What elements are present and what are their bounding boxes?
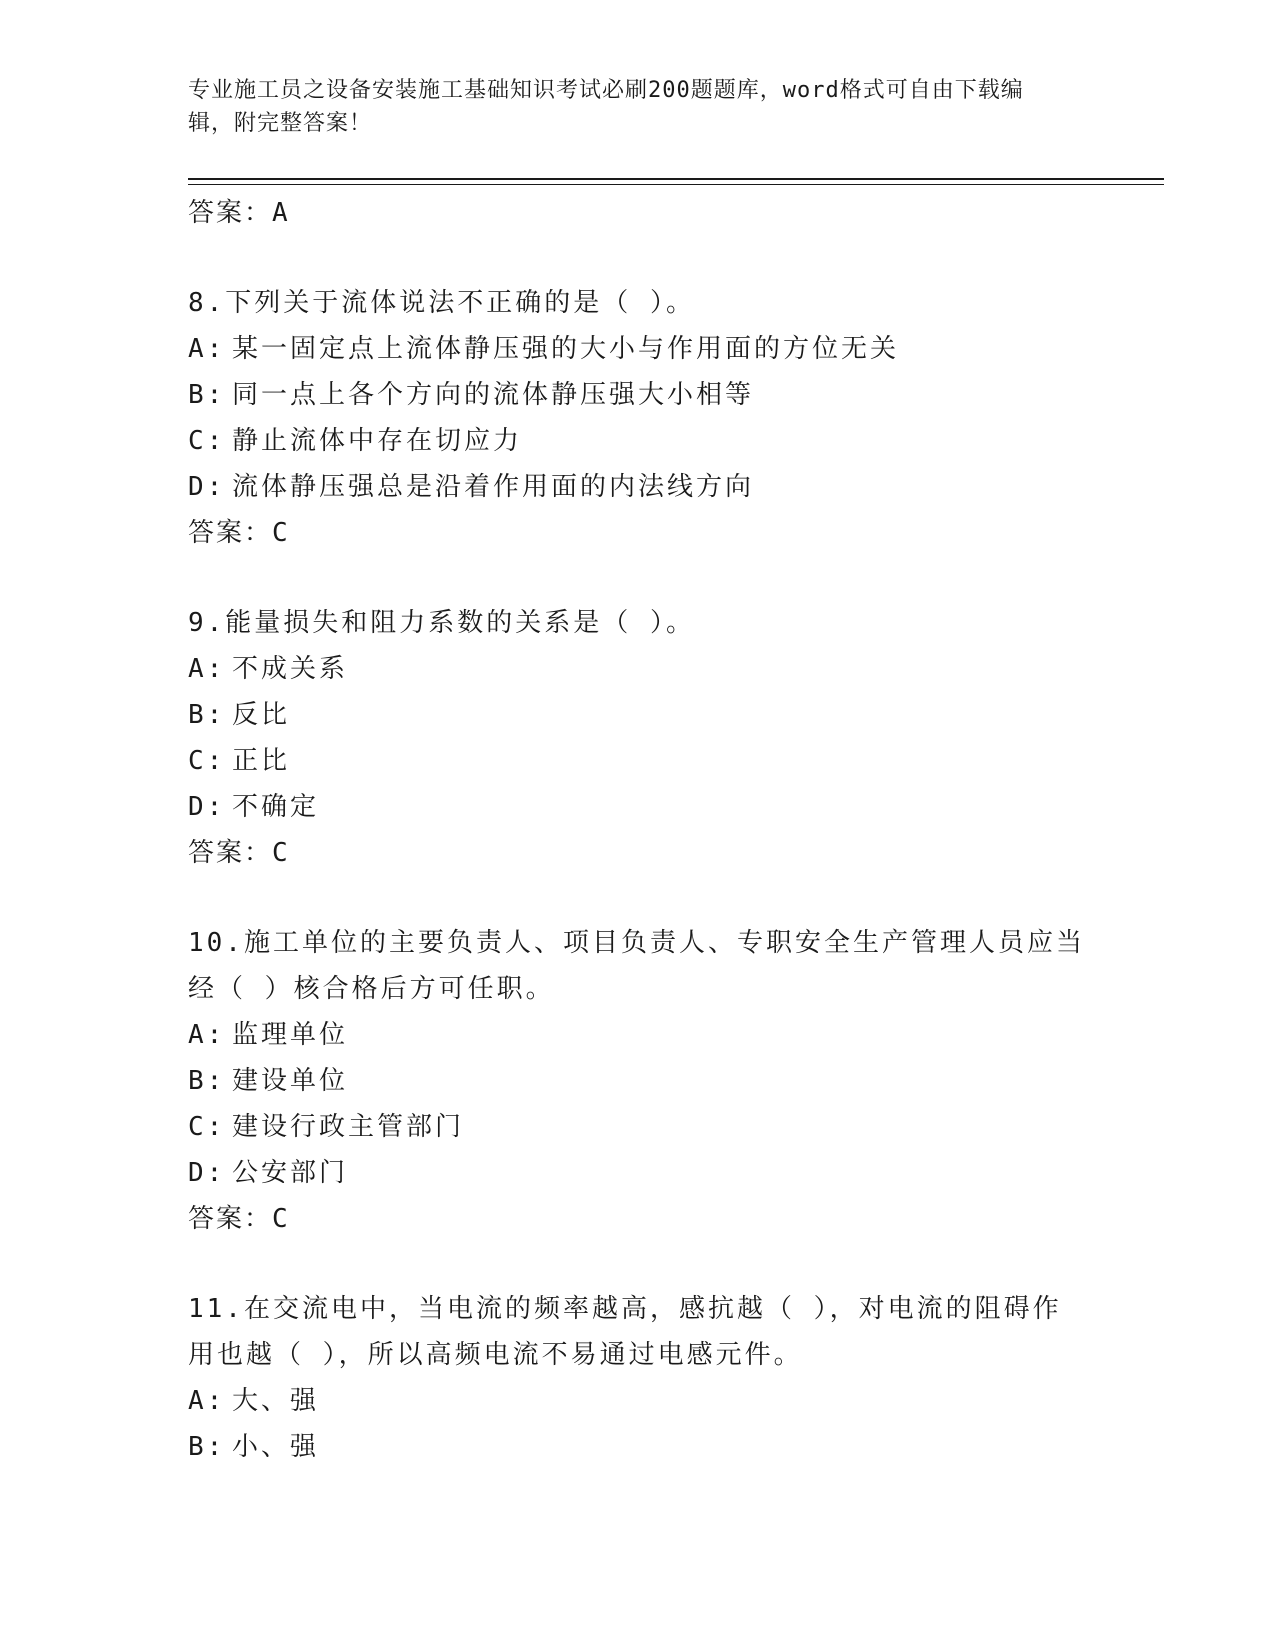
option-text: 建设行政主管部门 [232, 1112, 465, 1142]
option-line [188, 1378, 1088, 1424]
option-line [188, 646, 1088, 692]
option-line [188, 1104, 1088, 1150]
option-letter: D: [188, 1158, 226, 1188]
header-divider-thin [188, 184, 1164, 185]
question-item [188, 280, 1088, 556]
option-text: 正比 [232, 746, 291, 776]
option-text: 大、强 [232, 1386, 320, 1416]
option-letter: C: [188, 426, 226, 456]
option-line [188, 326, 1088, 372]
answer-line: 答案：C [188, 518, 290, 548]
option-letter: D: [188, 472, 226, 502]
option-line [188, 1150, 1088, 1196]
question-list [188, 190, 1088, 1514]
option-letter: B: [188, 1066, 226, 1096]
option-text: 同一点上各个方向的流体静压强大小相等 [232, 380, 755, 410]
answer-line: 答案：C [188, 1204, 290, 1234]
option-text: 某一固定点上流体静压强的大小与作用面的方位无关 [232, 334, 900, 364]
option-line [188, 692, 1088, 738]
option-text: 静止流体中存在切应力 [232, 426, 523, 456]
option-letter: B: [188, 700, 226, 730]
header-divider-thick [188, 178, 1164, 180]
option-line [188, 372, 1088, 418]
option-line [188, 418, 1088, 464]
question-text: 10.施工单位的主要负责人、项目负责人、专职安全生产管理人员应当经（ ）核合格后方可任职。 [188, 928, 1085, 1004]
option-letter: A: [188, 654, 226, 684]
option-letter: A: [188, 334, 226, 364]
option-text: 不成关系 [232, 654, 349, 684]
question-text: 9.能量损失和阻力系数的关系是（ ）。 [188, 608, 695, 638]
option-line [188, 1424, 1088, 1470]
question-item [188, 920, 1088, 1242]
option-letter: B: [188, 380, 226, 410]
document-header: 专业施工员之设备安装施工基础知识考试必刷200题题库，word格式可自由下载编辑，附完整答案！ [188, 78, 1024, 136]
option-letter: D: [188, 792, 226, 822]
question-item [188, 1286, 1088, 1470]
option-text: 建设单位 [232, 1066, 349, 1096]
option-letter: B: [188, 1432, 226, 1462]
option-line [188, 1058, 1088, 1104]
option-letter: A: [188, 1386, 226, 1416]
option-letter: C: [188, 1112, 226, 1142]
option-text: 公安部门 [232, 1158, 349, 1188]
option-text: 不确定 [232, 792, 320, 822]
option-line [188, 464, 1088, 510]
option-letter: C: [188, 746, 226, 776]
option-line [188, 784, 1088, 830]
option-text: 流体静压强总是沿着作用面的内法线方向 [232, 472, 755, 502]
answer-line: 答案：C [188, 838, 290, 868]
option-text: 反比 [232, 700, 291, 730]
option-text: 小、强 [232, 1432, 320, 1462]
option-text: 监理单位 [232, 1020, 349, 1050]
question-text: 11.在交流电中，当电流的频率越高，感抗越（ ），对电流的阻碍作用也越（ ），所以高频电流不易通过电感元件。 [188, 1294, 1062, 1370]
question-item [188, 600, 1088, 876]
answer-line: 答案：A [188, 198, 290, 228]
option-line [188, 738, 1088, 784]
option-letter: A: [188, 1020, 226, 1050]
option-line [188, 1012, 1088, 1058]
question-text: 8.下列关于流体说法不正确的是（ ）。 [188, 288, 695, 318]
